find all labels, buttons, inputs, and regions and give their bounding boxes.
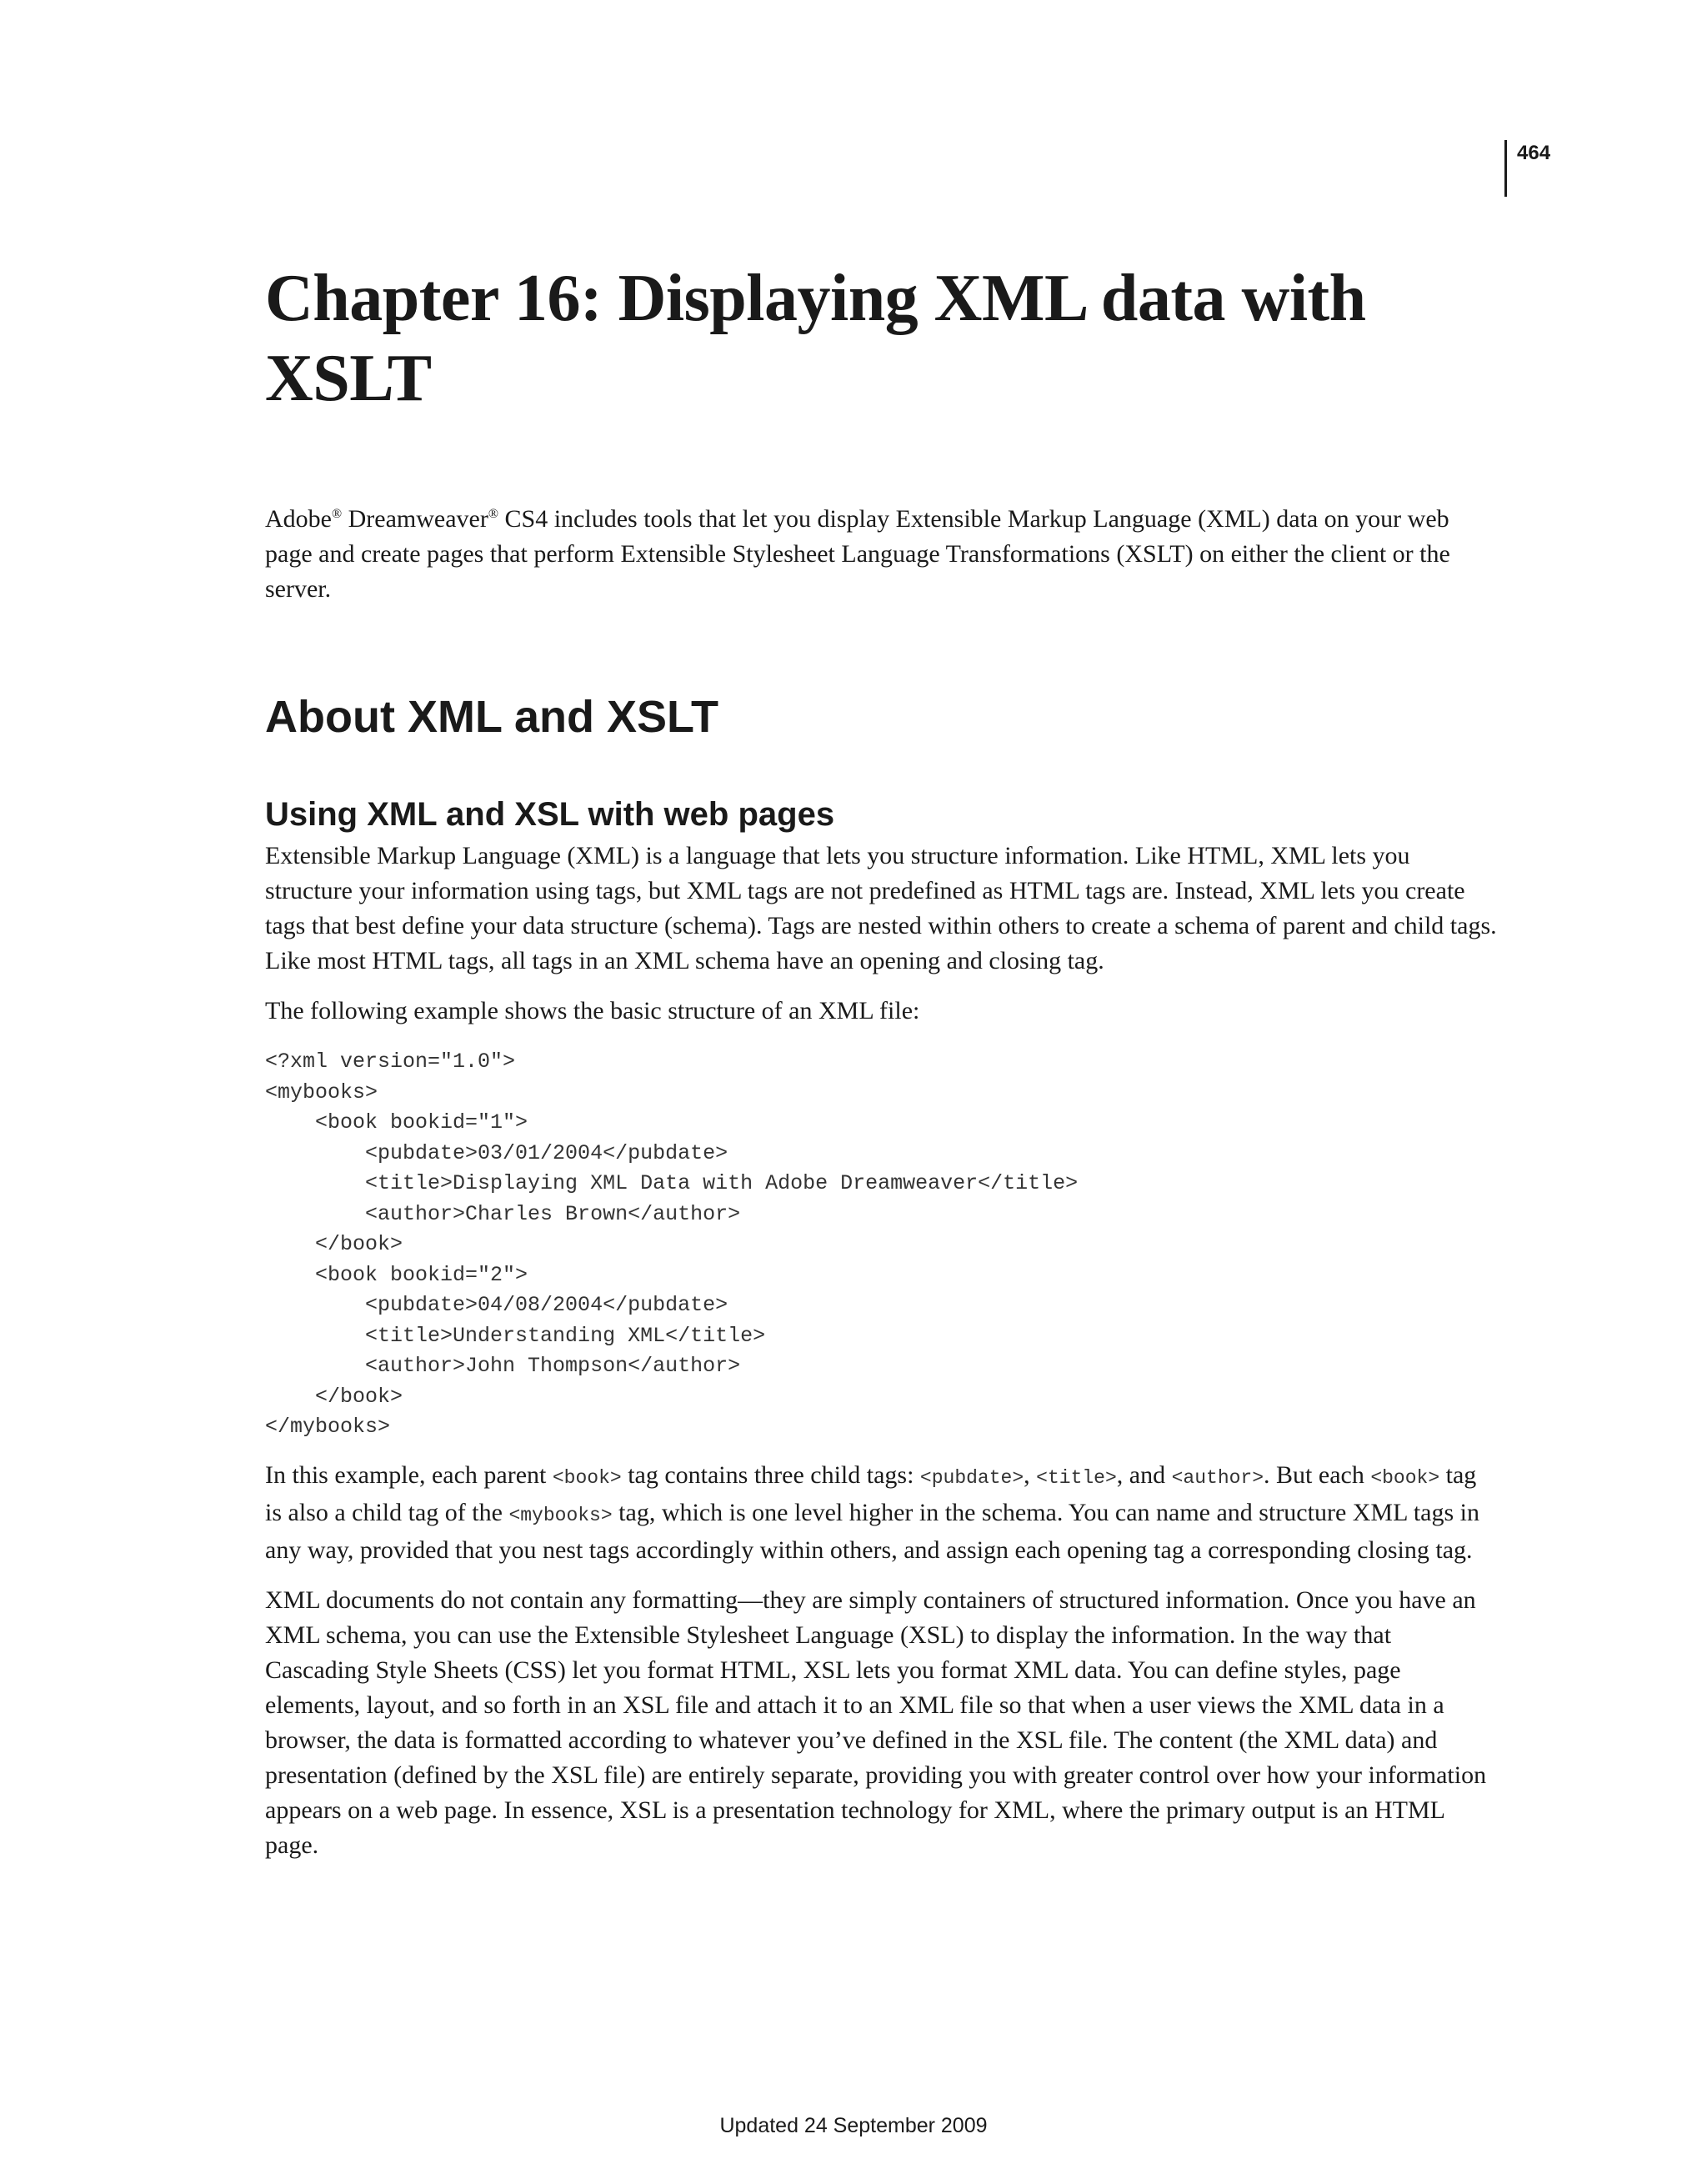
code-line: <book bookid="2"> [265,1262,528,1287]
intro-paragraph [265,502,1499,607]
page-number: 464 [1517,142,1551,164]
code-line: </book> [265,1384,403,1409]
page-content [265,258,1499,1863]
text-run: In this example, each parent [265,1460,553,1489]
body-paragraph-2: The following example shows the basic structure of an XML file: [265,997,920,1024]
subsection-heading: Using XML and XSL with web pages [265,796,835,833]
section-heading: About XML and XSLT [265,692,718,742]
text-run: tag is also a child tag of the [265,1460,1477,1526]
chapter-title: Chapter 16: Displaying XML data with XSLT [265,262,1366,415]
intro-text: CS4 includes tools that let you display Extensible Markup Language (XML) data on your web page and create pages that perform Extensible Stylesheet Language Transformations (XSLT) on either the client or the server. [265,505,1450,603]
inline-code: <pubdate> [919,1466,1024,1489]
text-run: tag contains three child tags: [621,1460,920,1489]
code-line: </mybooks> [265,1415,391,1439]
text-run: , [1024,1460,1037,1489]
body-paragraph-1: Extensible Markup Language (XML) is a language that lets you structure information. Like HTML, XML lets you structure your information using tags, but XML tags are not predefined as HTML tags are. Instead, XML lets you create tags that best define your data structure (schema). Tags are nested within others to create a schema of parent and child tags. Like most HTML tags, all tags in an XML schema have an opening and closing tag. [265,842,1497,974]
code-line: <title>Understanding XML</title> [265,1323,766,1348]
registered-mark: ® [488,507,499,521]
code-line: <pubdate>03/01/2004</pubdate> [265,1140,728,1165]
inline-code: <book> [552,1466,622,1489]
body-paragraph-3 [265,1458,1499,1568]
inline-code: <title> [1036,1466,1117,1489]
inline-code: <mybooks> [508,1504,613,1526]
brand-dreamweaver: Dreamweaver [348,505,488,533]
code-line: <mybooks> [265,1079,378,1105]
text-run: , and [1116,1460,1172,1489]
code-line: <pubdate>04/08/2004</pubdate> [265,1293,728,1317]
code-line: <book bookid="1"> [265,1110,528,1135]
registered-mark: ® [331,507,343,521]
inline-code: <author> [1171,1466,1264,1489]
page-number-rule [1504,140,1507,197]
code-line: <author>Charles Brown</author> [265,1201,741,1226]
code-line: <?xml version="1.0"> [265,1049,516,1074]
body-paragraph-4: XML documents do not contain any formatting—they are simply containers of structured information. Once you have an XML schema, you can use the Extensible Stylesheet Language (XSL) to display the information. In the way that Cascading Style Sheets (CSS) let you format HTML, XSL lets you format XML data. You can define styles, page elements, layout, and so forth in an XSL file and attach it to an XML file so that when a user views the XML data in a browser, the data is formatted according to whatever you’ve defined in the XSL file. The content (the XML data) and presentation (defined by the XSL file) are entirely separate, providing you with greater control over how your information appears on a web page. In essence, XSL is a presentation technology for XML, where the primary output is an HTML page. [265,1585,1487,1859]
code-line: <author>John Thompson</author> [265,1354,741,1378]
text-run: . But each [1264,1460,1371,1489]
code-line: </book> [265,1232,403,1256]
text-run: tag, which is one level higher in the schema. You can name and structure XML tags in any way, provided that you nest tags accordingly within others, and assign each opening tag a corresponding closing tag. [265,1498,1479,1564]
brand-adobe: Adobe [265,505,332,533]
xml-code-sample [265,1047,1499,1443]
inline-code: <book> [1370,1466,1440,1489]
footer-updated-date: Updated 24 September 2009 [719,2114,988,2137]
code-line: <title>Displaying XML Data with Adobe Dreamweaver</title> [265,1171,1079,1195]
